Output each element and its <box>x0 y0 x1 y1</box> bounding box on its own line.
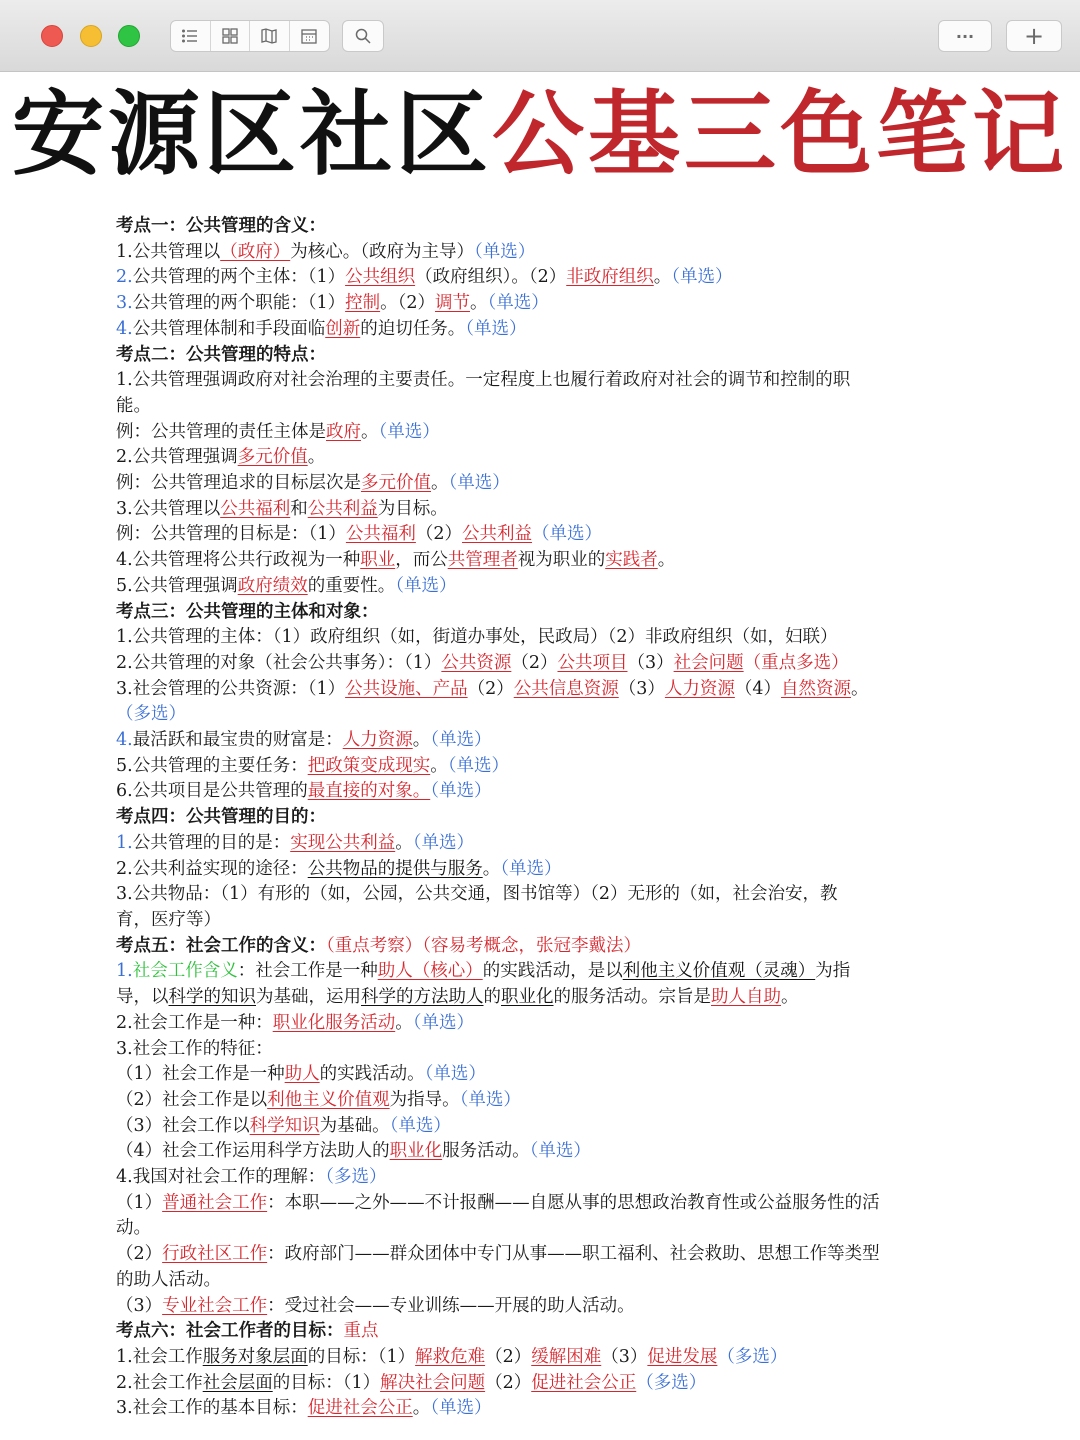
note-line <box>116 728 996 754</box>
note-text: 例：公共管理追求的目标层次是 <box>116 473 361 494</box>
list-view-button[interactable] <box>171 21 211 51</box>
note-text: 2.公共管理的对象（社会公共事务）：（1） <box>116 652 442 673</box>
note-line <box>116 214 996 240</box>
note-text: 的实践活动，是以 <box>482 961 623 982</box>
section-heading: 考点二：公共管理的特点： <box>116 344 326 365</box>
note-text: （2） <box>485 1372 532 1393</box>
note-text: 促进发展 <box>647 1346 718 1367</box>
note-line <box>116 1216 996 1242</box>
note-text: 2.社会工作 <box>116 1372 203 1393</box>
note-text: （重点多选） <box>743 652 849 673</box>
note-line <box>116 368 996 394</box>
note-text: 。 <box>657 550 676 571</box>
note-text: 5.公共管理的主要任务： <box>116 755 308 776</box>
note-text: 的 <box>483 987 501 1008</box>
note-text: 公共福利 <box>345 524 416 545</box>
note-text: 助人（核心） <box>377 961 483 982</box>
note-line <box>116 1139 996 1165</box>
note-text: （单选） <box>430 730 492 751</box>
note-text: 公共管理的目的是： <box>132 832 291 853</box>
note-text: 的目标：（1） <box>272 1372 381 1393</box>
search-icon <box>354 27 372 45</box>
add-icon: + <box>1023 22 1045 50</box>
note-text: 社会工作含义 <box>132 961 238 982</box>
note-text: 。 <box>851 678 869 699</box>
note-text: 1.公共管理强调政府对社会治理的主要责任。一定程度上也履行着政府对社会的调节和控制的职 <box>116 370 851 391</box>
note-text: （单选） <box>412 832 474 853</box>
grid-icon <box>221 27 239 45</box>
note-text: 最直接的对象。 <box>307 781 431 802</box>
note-text: （单选） <box>532 524 603 545</box>
note-text: 能。 <box>116 395 151 416</box>
note-text: 公共管理体制和手段面临 <box>132 318 326 339</box>
note-text: 的助人活动。 <box>116 1269 221 1290</box>
note-text: 。 <box>431 473 449 494</box>
note-text: 例：公共管理的目标是：（1） <box>116 524 346 545</box>
note-line <box>116 394 996 420</box>
note-text: 社会问题 <box>673 652 744 673</box>
note-line <box>116 497 996 523</box>
note-text: 实现公共利益 <box>290 832 396 853</box>
note-text: 为基础，运用 <box>256 987 361 1008</box>
calendar-view-button[interactable] <box>290 21 329 51</box>
note-text: （单选） <box>671 267 733 288</box>
note-text: ：社会工作是一种 <box>237 961 378 982</box>
note-text: 把政策变成现实 <box>307 755 431 776</box>
note-text: 。 <box>307 447 326 468</box>
note-text: 缓解困难 <box>531 1346 602 1367</box>
list-icon <box>181 27 199 45</box>
note-text: （单选） <box>447 755 509 776</box>
note-text: 重点 <box>343 1321 379 1342</box>
note-text: 普通社会工作 <box>162 1192 268 1213</box>
note-text: 6.公共项目是公共管理的 <box>116 781 308 802</box>
note-line <box>116 1088 996 1114</box>
grid-view-button[interactable] <box>211 21 251 51</box>
note-line <box>116 1268 996 1294</box>
note-text: 的迫切任务。 <box>360 318 466 339</box>
note-line <box>116 959 996 985</box>
minimize-window-button[interactable] <box>80 25 102 47</box>
note-text: 。 <box>412 730 431 751</box>
note-text: 职业化 <box>501 987 554 1008</box>
note-text: （多选） <box>636 1372 707 1393</box>
note-line <box>116 600 996 626</box>
note-text: 人力资源 <box>342 730 413 751</box>
more-group <box>938 20 992 52</box>
note-text: 控制 <box>345 293 381 314</box>
note-text: ，而公 <box>395 550 448 571</box>
note-text: （单选） <box>430 781 492 802</box>
note-text: 4.我国对社会工作的理解： <box>116 1167 326 1188</box>
note-line <box>116 805 996 831</box>
note-text: 的重要性。 <box>307 575 396 596</box>
note-line <box>116 934 996 960</box>
calendar-icon <box>300 27 318 45</box>
note-text: 职业化服务活动 <box>272 1012 396 1033</box>
note-line <box>116 471 996 497</box>
note-text: 行政社区工作 <box>162 1244 268 1265</box>
note-text: 多元价值 <box>361 473 431 494</box>
note-text: （2） <box>485 1346 532 1367</box>
note-text: 共管理者 <box>447 550 518 571</box>
zoom-window-button[interactable] <box>118 25 140 47</box>
note-text: 。（2） <box>380 293 435 314</box>
note-text: （2） <box>511 652 558 673</box>
note-text: 科学的方法助人 <box>361 987 484 1008</box>
note-text: 为基础。 <box>319 1115 390 1136</box>
note-text: 职业 <box>360 550 396 571</box>
note-line <box>116 1396 996 1422</box>
note-text: 公共利益 <box>462 524 533 545</box>
note-text: 的实践活动。 <box>319 1064 425 1085</box>
note-line <box>116 908 996 934</box>
note-text: （单选） <box>459 1089 521 1110</box>
note-text: （单选） <box>529 1141 591 1162</box>
search-group <box>342 20 384 52</box>
window-toolbar <box>0 0 1080 72</box>
note-text: 为目标。 <box>377 498 448 519</box>
note-line <box>116 445 996 471</box>
note-text: 1. <box>116 961 133 982</box>
notes-content <box>116 214 996 1422</box>
note-text: （多选） <box>717 1346 788 1367</box>
note-text: ：本职——之外——不计报酬——自愿从事的思想政治教育性或公益服务性的活 <box>267 1192 880 1213</box>
note-line <box>116 857 996 883</box>
note-line <box>116 1191 996 1217</box>
note-line <box>116 240 996 266</box>
more-icon: ··· <box>955 26 975 46</box>
section-heading: 考点四：公共管理的目的： <box>116 807 326 828</box>
close-window-button[interactable] <box>41 25 63 47</box>
note-text: 公共设施、产品 <box>345 678 468 699</box>
note-text: 政府绩效 <box>237 575 308 596</box>
note-line <box>116 548 996 574</box>
search-button[interactable] <box>343 21 383 51</box>
section-heading: 考点五：社会工作的含义： <box>116 935 326 956</box>
note-text: （单选） <box>473 241 536 262</box>
note-text: （3） <box>601 1346 648 1367</box>
note-text: 公共组织 <box>345 267 416 288</box>
title-part-black: 安源区社区 <box>11 81 492 188</box>
note-text: 公共福利 <box>220 498 291 519</box>
note-line <box>116 343 996 369</box>
note-text: 。 <box>395 832 413 853</box>
note-text: 动。 <box>116 1218 151 1239</box>
note-text: 。 <box>395 1012 413 1033</box>
note-text: 的提供与服务 <box>377 858 483 879</box>
note-text: 3.社会工作的基本目标： <box>116 1398 308 1419</box>
note-text: 公共管理的两个职能：（1） <box>132 293 346 314</box>
note-text: 公共物品 <box>307 858 378 879</box>
note-text: 3.社会工作的特征： <box>116 1038 273 1059</box>
add-button[interactable] <box>1007 21 1061 51</box>
note-line <box>116 574 996 600</box>
more-button[interactable] <box>939 21 991 51</box>
note-text: （4） <box>734 678 782 699</box>
note-text: 公共信息资源 <box>513 678 619 699</box>
section-heading: 考点六：社会工作者的目标： <box>116 1321 344 1342</box>
note-text: （3） <box>618 678 665 699</box>
note-text: 4. <box>116 730 133 751</box>
note-text: （单选） <box>378 421 440 442</box>
note-text: ：受过社会——专业训练——开展的助人活动。 <box>267 1295 635 1316</box>
note-text: 3. <box>116 293 133 314</box>
note-line <box>116 1294 996 1320</box>
note-text: 公共项目 <box>557 652 628 673</box>
note-text: 政府 <box>326 421 361 442</box>
note-text: 多元价值 <box>237 447 308 468</box>
note-line <box>116 702 996 728</box>
note-text: （重点考察）（容易考概念，张冠李戴法） <box>326 935 641 956</box>
note-text: （1） <box>116 1192 163 1213</box>
note-text: （1）社会工作是一种 <box>116 1064 285 1085</box>
note-text: 公共利益 <box>307 498 378 519</box>
note-text: （单选） <box>412 1012 474 1033</box>
note-line <box>116 420 996 446</box>
note-line <box>116 1114 996 1140</box>
note-text: 科学知识 <box>249 1115 320 1136</box>
note-text: （4）社会工作运用科学方法助人的 <box>116 1141 390 1162</box>
note-text: 非政府组织 <box>566 267 654 288</box>
add-group <box>1006 20 1062 52</box>
note-text: （2） <box>116 1244 163 1265</box>
note-text: 解决社会问题 <box>380 1372 486 1393</box>
note-line <box>116 1371 996 1397</box>
note-text: （3）社会工作以 <box>116 1115 250 1136</box>
note-text: 助人自助 <box>711 987 781 1008</box>
note-text: 4.公共管理将公共行政视为一种 <box>116 550 361 571</box>
note-text: 导，以 <box>116 987 169 1008</box>
note-line <box>116 265 996 291</box>
note-text: 。 <box>781 987 799 1008</box>
note-text: 解救危难 <box>415 1346 486 1367</box>
note-text: 和 <box>290 498 308 519</box>
note-line <box>116 1165 996 1191</box>
note-text: 。 <box>653 267 672 288</box>
note-text: 视为职业的 <box>517 550 606 571</box>
note-line <box>116 1242 996 1268</box>
note-text: 1.公共管理以 <box>116 241 221 262</box>
note-text: （单选） <box>430 1398 492 1419</box>
note-text: 。 <box>430 755 448 776</box>
note-text: 创新 <box>325 318 361 339</box>
note-text: 利他主义价值观 <box>267 1089 390 1110</box>
note-text: （单选） <box>448 473 510 494</box>
note-line <box>116 522 996 548</box>
note-text: 专业社会工作 <box>162 1295 268 1316</box>
note-text: 的服务活动。宗旨是 <box>553 987 711 1008</box>
note-text: 。 <box>469 293 488 314</box>
note-text: （3） <box>116 1295 163 1316</box>
note-line <box>116 1345 996 1371</box>
note-text: 服务活动。 <box>442 1141 530 1162</box>
note-line <box>116 1011 996 1037</box>
note-text: 公共资源 <box>441 652 512 673</box>
note-line <box>116 291 996 317</box>
note-line <box>116 1319 996 1345</box>
note-text: （政府） <box>220 241 291 262</box>
note-line <box>116 1037 996 1063</box>
note-text: 促进社会公正 <box>307 1398 413 1419</box>
note-text: 。 <box>361 421 379 442</box>
note-text: （单选） <box>500 858 562 879</box>
note-text: 为核心。（政府为主导） <box>290 241 474 262</box>
note-text: 5.公共管理强调 <box>116 575 238 596</box>
note-text: （2）社会工作是以 <box>116 1089 268 1110</box>
note-text: 3.公共管理以 <box>116 498 221 519</box>
note-text: 4. <box>116 318 133 339</box>
note-text: 的目标：（1） <box>307 1346 416 1367</box>
note-text: （3） <box>627 652 674 673</box>
note-line <box>116 831 996 857</box>
note-line <box>116 779 996 805</box>
note-text: 1.社会工作 <box>116 1346 203 1367</box>
note-text: 2.社会工作是一种： <box>116 1012 273 1033</box>
note-text: 2.公共利益实现的途径： <box>116 858 308 879</box>
note-text: 实践者 <box>605 550 658 571</box>
map-icon <box>260 27 278 45</box>
title-part-red: 公基三色笔记 <box>492 81 1069 188</box>
note-text: 1. <box>116 832 133 853</box>
note-text: （单选） <box>487 293 549 314</box>
note-text: ：政府部门——群众团体中专门从事——职工福利、社会救助、思想工作等类型 <box>267 1244 880 1265</box>
note-text: 利他主义价值观（灵魂） <box>622 961 816 982</box>
note-text: 3.社会管理的公共资源：（1） <box>116 678 346 699</box>
note-text: 为指导。 <box>389 1089 460 1110</box>
note-text: 。 <box>412 1398 431 1419</box>
note-text: 科学的知识 <box>168 987 256 1008</box>
note-text: 促进社会公正 <box>531 1372 637 1393</box>
map-view-button[interactable] <box>250 21 290 51</box>
note-text: （单选） <box>424 1064 486 1085</box>
note-text: 调节 <box>434 293 470 314</box>
section-heading: 考点三：公共管理的主体和对象： <box>116 601 379 622</box>
note-text: （2） <box>467 678 514 699</box>
note-text: 3.公共物品：（1）有形的（如，公园，公共交通，图书馆等）（2）无形的（如，社会治安，教 <box>116 884 838 905</box>
note-line <box>116 1062 996 1088</box>
note-text: （单选） <box>395 575 457 596</box>
note-text: 育，医疗等） <box>116 909 221 930</box>
note-text: 自然资源 <box>781 678 852 699</box>
note-text: 助人 <box>284 1064 320 1085</box>
note-text: （单选） <box>465 318 527 339</box>
section-heading: 考点一：公共管理的含义： <box>116 216 326 236</box>
note-line <box>116 985 996 1011</box>
note-text: （政府组织）。（2） <box>415 267 567 288</box>
note-line <box>116 754 996 780</box>
note-line <box>116 677 996 703</box>
note-text: 服务对象层面 <box>202 1346 308 1367</box>
note-text: 2.公共管理强调 <box>116 447 238 468</box>
note-text: 职业化 <box>389 1141 443 1162</box>
note-text: （2） <box>415 524 463 545</box>
note-text: 为指 <box>815 961 851 982</box>
note-text: 1.公共管理的主体：（1）政府组织（如，街道办事处，民政局）（2）非政府组织（如，妇联） <box>116 627 838 648</box>
note-text: 例：公共管理的责任主体是 <box>116 421 326 442</box>
note-text: （多选） <box>325 1167 387 1188</box>
note-line <box>116 317 996 343</box>
note-text: （多选） <box>116 704 186 725</box>
note-line <box>116 651 996 677</box>
note-text: （单选） <box>389 1115 451 1136</box>
note-text: 2. <box>116 267 133 288</box>
note-text: 。 <box>482 858 501 879</box>
view-mode-group <box>170 20 330 52</box>
note-text: 社会层面 <box>202 1372 273 1393</box>
note-line <box>116 625 996 651</box>
note-text: 人力资源 <box>664 678 735 699</box>
note-text: 最活跃和最宝贵的财富是： <box>132 730 343 751</box>
note-text: 公共管理的两个主体：（1） <box>132 267 346 288</box>
note-line <box>116 882 996 908</box>
page-title <box>0 80 1080 190</box>
